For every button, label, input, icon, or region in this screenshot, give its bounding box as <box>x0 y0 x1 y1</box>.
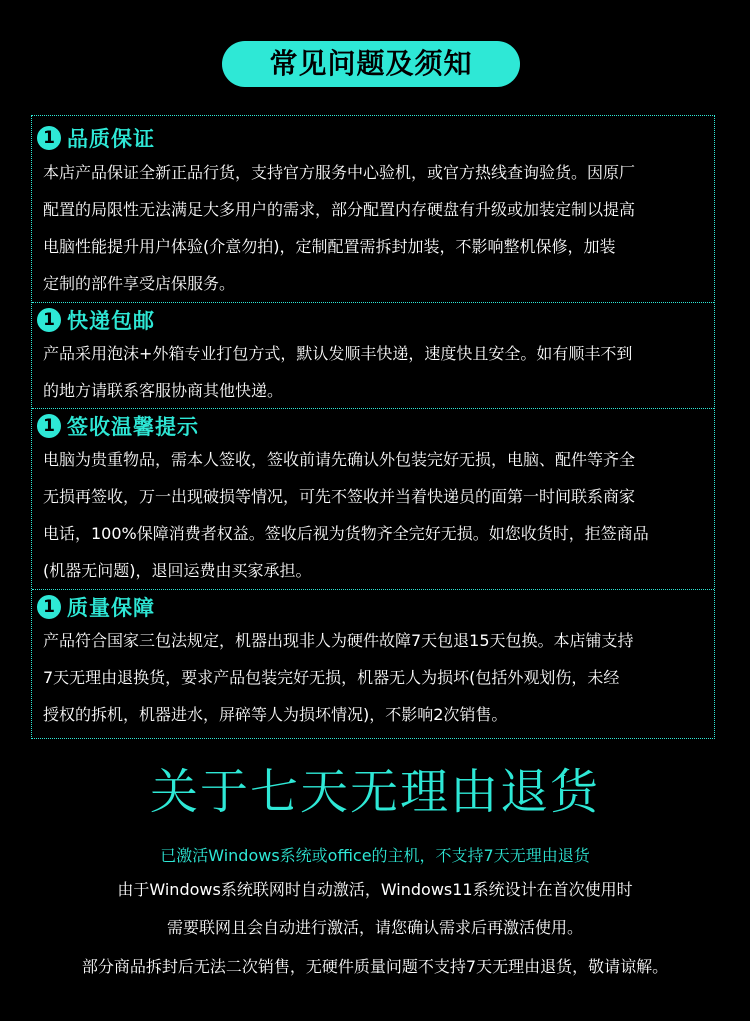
section-body-free-shipping <box>43 335 715 409</box>
return-policy-highlight: 已激活Windows系统或office的主机，不支持7天无理由退货 <box>160 846 590 865</box>
body-line: 产品符合国家三包法规定，机器出现非人为硬件故障7天包退15天包换。本店铺支持 <box>43 631 634 650</box>
section-header-quality-guarantee <box>37 123 155 153</box>
body-line: (机器无问题)，退回运费由买家承担。 <box>43 561 312 580</box>
body-line: 7天无理由退换货，要求产品包装完好无损，机器无人为损坏(包括外观划伤，未经 <box>43 668 620 687</box>
page-title: 常见问题及须知 <box>222 41 520 87</box>
body-line: 授权的拆机，机器进水，屏碎等人为损坏情况)，不影响2次销售。 <box>43 705 508 724</box>
section-header-signing-tips <box>37 411 199 441</box>
number-one-icon: 1 <box>37 308 61 332</box>
body-line: 电话，100%保障消费者权益。签收后视为货物齐全完好无损。如您收货时，拒签商品 <box>43 524 649 543</box>
section-title-signing-tips: 签收温馨提示 <box>67 415 199 439</box>
return-policy-heading: 关于七天无理由退货 <box>149 764 600 820</box>
body-line: 产品采用泡沫+外箱专业打包方式，默认发顺丰快递，速度快且安全。如有顺丰不到 <box>43 344 633 363</box>
section-title-quality-guarantee: 品质保证 <box>67 127 155 151</box>
body-line: 电脑为贵重物品，需本人签收，签收前请先确认外包装完好无损，电脑、配件等齐全 <box>43 450 636 469</box>
body-line: 定制的部件享受店保服务。 <box>43 274 236 293</box>
number-one-icon: 1 <box>37 595 61 619</box>
body-line: 配置的局限性无法满足大多用户的需求，部分配置内存硬盘有升级或加装定制以提高 <box>43 200 636 219</box>
body-line: 无损再签收，万一出现破损等情况，可先不签收并当着快递员的面第一时间联系商家 <box>43 487 636 506</box>
number-one-icon: 1 <box>37 414 61 438</box>
body-line: 本店产品保证全新正品行货，支持官方服务中心验机，或官方热线查询验货。因原厂 <box>43 163 636 182</box>
section-title-free-shipping: 快递包邮 <box>67 309 155 333</box>
section-body-quality-assurance <box>43 622 715 733</box>
number-one-icon: 1 <box>37 126 61 150</box>
section-body-quality-guarantee <box>43 154 715 302</box>
return-policy-line: 部分商品拆封后无法二次销售，无硬件质量问题不支持7天无理由退货，敬请谅解。 <box>81 957 669 976</box>
section-divider <box>32 408 714 409</box>
section-divider <box>32 302 714 303</box>
section-divider <box>32 589 714 590</box>
section-header-free-shipping <box>37 305 155 335</box>
return-policy-line: 由于Windows系统联网时自动激活，Windows11系统设计在首次使用时 <box>117 880 633 899</box>
section-title-quality-assurance: 质量保障 <box>67 596 155 620</box>
return-policy-line: 需要联网且会自动进行激活，请您确认需求后再激活使用。 <box>166 918 583 937</box>
body-line: 电脑性能提升用户体验(介意勿拍)，定制配置需拆封加装，不影响整机保修，加装 <box>43 237 616 256</box>
body-line: 的地方请联系客服协商其他快递。 <box>43 381 284 400</box>
notice-box <box>31 115 715 739</box>
section-body-signing-tips <box>43 441 715 589</box>
section-header-quality-assurance <box>37 592 155 622</box>
